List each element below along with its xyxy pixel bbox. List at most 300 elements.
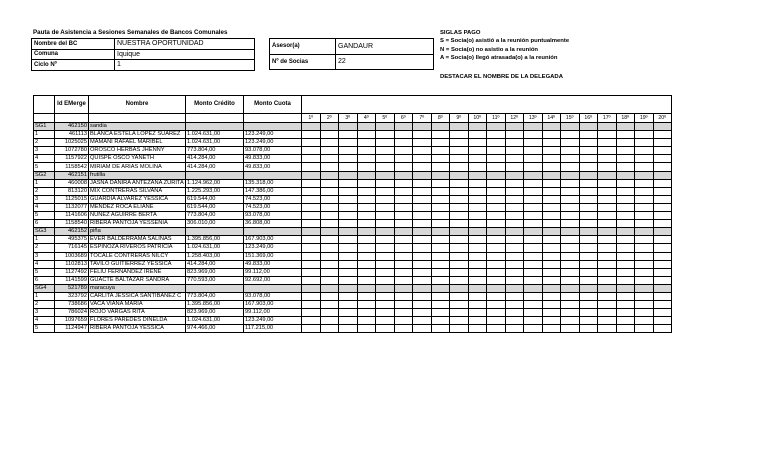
attendance-cell[interactable] xyxy=(505,220,524,228)
attendance-cell[interactable] xyxy=(468,187,487,195)
attendance-cell[interactable] xyxy=(357,268,376,276)
attendance-cell[interactable] xyxy=(394,195,413,203)
attendance-cell[interactable] xyxy=(598,252,617,260)
attendance-cell[interactable] xyxy=(653,301,672,309)
attendance-cell[interactable] xyxy=(653,292,672,300)
attendance-cell[interactable] xyxy=(561,203,580,211)
attendance-cell[interactable] xyxy=(505,252,524,260)
attendance-cell[interactable] xyxy=(487,155,506,163)
attendance-cell[interactable] xyxy=(616,325,635,333)
attendance-cell[interactable] xyxy=(376,147,395,155)
attendance-cell[interactable] xyxy=(542,131,561,139)
attendance-cell[interactable] xyxy=(487,220,506,228)
attendance-cell[interactable] xyxy=(302,309,321,317)
attendance-cell[interactable] xyxy=(302,244,321,252)
attendance-cell[interactable] xyxy=(431,163,450,171)
attendance-cell[interactable] xyxy=(320,252,339,260)
attendance-cell[interactable] xyxy=(561,131,580,139)
attendance-cell[interactable] xyxy=(579,309,598,317)
attendance-cell[interactable] xyxy=(413,155,432,163)
attendance-cell[interactable] xyxy=(302,203,321,211)
attendance-cell[interactable] xyxy=(616,179,635,187)
attendance-cell[interactable] xyxy=(487,276,506,284)
attendance-cell[interactable] xyxy=(653,147,672,155)
attendance-cell[interactable] xyxy=(524,244,543,252)
attendance-cell[interactable] xyxy=(561,252,580,260)
attendance-cell[interactable] xyxy=(579,212,598,220)
attendance-cell[interactable] xyxy=(487,325,506,333)
asesor-value[interactable]: GANDAUR xyxy=(336,39,434,55)
attendance-cell[interactable] xyxy=(635,268,654,276)
attendance-cell[interactable] xyxy=(653,131,672,139)
attendance-cell[interactable] xyxy=(505,276,524,284)
attendance-cell[interactable] xyxy=(505,268,524,276)
attendance-cell[interactable] xyxy=(616,163,635,171)
attendance-cell[interactable] xyxy=(505,236,524,244)
attendance-cell[interactable] xyxy=(413,317,432,325)
attendance-cell[interactable] xyxy=(635,220,654,228)
attendance-cell[interactable] xyxy=(339,236,358,244)
attendance-cell[interactable] xyxy=(598,268,617,276)
attendance-cell[interactable] xyxy=(320,220,339,228)
attendance-cell[interactable] xyxy=(468,301,487,309)
attendance-cell[interactable] xyxy=(579,163,598,171)
attendance-cell[interactable] xyxy=(376,301,395,309)
attendance-cell[interactable] xyxy=(302,252,321,260)
attendance-cell[interactable] xyxy=(339,187,358,195)
attendance-cell[interactable] xyxy=(302,276,321,284)
attendance-cell[interactable] xyxy=(413,147,432,155)
attendance-cell[interactable] xyxy=(542,252,561,260)
attendance-cell[interactable] xyxy=(376,276,395,284)
attendance-cell[interactable] xyxy=(653,212,672,220)
attendance-cell[interactable] xyxy=(579,292,598,300)
attendance-cell[interactable] xyxy=(542,195,561,203)
attendance-cell[interactable] xyxy=(339,212,358,220)
attendance-cell[interactable] xyxy=(598,292,617,300)
attendance-cell[interactable] xyxy=(487,292,506,300)
attendance-cell[interactable] xyxy=(339,244,358,252)
attendance-cell[interactable] xyxy=(413,163,432,171)
attendance-cell[interactable] xyxy=(394,325,413,333)
attendance-cell[interactable] xyxy=(450,179,469,187)
attendance-cell[interactable] xyxy=(487,187,506,195)
attendance-cell[interactable] xyxy=(413,276,432,284)
attendance-cell[interactable] xyxy=(320,147,339,155)
attendance-cell[interactable] xyxy=(542,139,561,147)
attendance-cell[interactable] xyxy=(598,212,617,220)
attendance-cell[interactable] xyxy=(505,309,524,317)
attendance-cell[interactable] xyxy=(450,155,469,163)
attendance-cell[interactable] xyxy=(616,244,635,252)
attendance-cell[interactable] xyxy=(616,131,635,139)
attendance-cell[interactable] xyxy=(542,301,561,309)
attendance-cell[interactable] xyxy=(598,195,617,203)
attendance-cell[interactable] xyxy=(394,220,413,228)
attendance-cell[interactable] xyxy=(450,147,469,155)
attendance-cell[interactable] xyxy=(450,292,469,300)
attendance-cell[interactable] xyxy=(339,163,358,171)
attendance-cell[interactable] xyxy=(468,260,487,268)
attendance-cell[interactable] xyxy=(635,203,654,211)
attendance-cell[interactable] xyxy=(413,252,432,260)
attendance-cell[interactable] xyxy=(431,220,450,228)
attendance-cell[interactable] xyxy=(394,212,413,220)
attendance-cell[interactable] xyxy=(524,276,543,284)
attendance-cell[interactable] xyxy=(561,147,580,155)
attendance-cell[interactable] xyxy=(487,236,506,244)
attendance-cell[interactable] xyxy=(302,195,321,203)
attendance-cell[interactable] xyxy=(616,203,635,211)
attendance-cell[interactable] xyxy=(635,195,654,203)
attendance-cell[interactable] xyxy=(320,260,339,268)
attendance-cell[interactable] xyxy=(376,309,395,317)
attendance-cell[interactable] xyxy=(635,309,654,317)
attendance-cell[interactable] xyxy=(339,220,358,228)
attendance-cell[interactable] xyxy=(579,147,598,155)
attendance-cell[interactable] xyxy=(339,317,358,325)
attendance-cell[interactable] xyxy=(320,139,339,147)
attendance-cell[interactable] xyxy=(579,203,598,211)
attendance-cell[interactable] xyxy=(579,139,598,147)
attendance-cell[interactable] xyxy=(542,212,561,220)
attendance-cell[interactable] xyxy=(320,203,339,211)
attendance-cell[interactable] xyxy=(450,139,469,147)
attendance-cell[interactable] xyxy=(561,179,580,187)
attendance-cell[interactable] xyxy=(302,236,321,244)
attendance-cell[interactable] xyxy=(468,268,487,276)
attendance-cell[interactable] xyxy=(450,260,469,268)
attendance-cell[interactable] xyxy=(616,236,635,244)
attendance-cell[interactable] xyxy=(468,147,487,155)
attendance-cell[interactable] xyxy=(505,292,524,300)
attendance-cell[interactable] xyxy=(339,203,358,211)
attendance-cell[interactable] xyxy=(468,317,487,325)
attendance-cell[interactable] xyxy=(505,195,524,203)
attendance-cell[interactable] xyxy=(468,131,487,139)
attendance-cell[interactable] xyxy=(524,260,543,268)
attendance-cell[interactable] xyxy=(394,276,413,284)
attendance-cell[interactable] xyxy=(413,203,432,211)
attendance-cell[interactable] xyxy=(505,212,524,220)
attendance-cell[interactable] xyxy=(542,220,561,228)
attendance-cell[interactable] xyxy=(653,220,672,228)
attendance-cell[interactable] xyxy=(598,236,617,244)
attendance-cell[interactable] xyxy=(487,139,506,147)
attendance-cell[interactable] xyxy=(302,147,321,155)
attendance-cell[interactable] xyxy=(542,236,561,244)
attendance-cell[interactable] xyxy=(431,309,450,317)
attendance-cell[interactable] xyxy=(431,187,450,195)
attendance-cell[interactable] xyxy=(487,317,506,325)
attendance-cell[interactable] xyxy=(376,317,395,325)
attendance-cell[interactable] xyxy=(468,195,487,203)
attendance-cell[interactable] xyxy=(302,292,321,300)
attendance-cell[interactable] xyxy=(413,260,432,268)
attendance-cell[interactable] xyxy=(542,276,561,284)
attendance-cell[interactable] xyxy=(339,195,358,203)
attendance-cell[interactable] xyxy=(579,325,598,333)
attendance-cell[interactable] xyxy=(505,317,524,325)
attendance-cell[interactable] xyxy=(394,301,413,309)
attendance-cell[interactable] xyxy=(376,139,395,147)
attendance-cell[interactable] xyxy=(524,317,543,325)
attendance-cell[interactable] xyxy=(302,325,321,333)
attendance-cell[interactable] xyxy=(598,244,617,252)
attendance-cell[interactable] xyxy=(561,301,580,309)
attendance-cell[interactable] xyxy=(394,187,413,195)
attendance-cell[interactable] xyxy=(505,203,524,211)
attendance-cell[interactable] xyxy=(450,252,469,260)
attendance-cell[interactable] xyxy=(542,309,561,317)
attendance-cell[interactable] xyxy=(394,147,413,155)
attendance-cell[interactable] xyxy=(487,163,506,171)
attendance-cell[interactable] xyxy=(394,131,413,139)
attendance-cell[interactable] xyxy=(394,155,413,163)
attendance-cell[interactable] xyxy=(450,244,469,252)
attendance-cell[interactable] xyxy=(561,187,580,195)
attendance-cell[interactable] xyxy=(302,179,321,187)
attendance-cell[interactable] xyxy=(450,220,469,228)
attendance-cell[interactable] xyxy=(413,195,432,203)
attendance-cell[interactable] xyxy=(413,220,432,228)
attendance-cell[interactable] xyxy=(468,292,487,300)
attendance-cell[interactable] xyxy=(653,203,672,211)
attendance-cell[interactable] xyxy=(616,252,635,260)
attendance-cell[interactable] xyxy=(598,147,617,155)
attendance-cell[interactable] xyxy=(450,203,469,211)
attendance-cell[interactable] xyxy=(561,276,580,284)
attendance-cell[interactable] xyxy=(542,203,561,211)
attendance-cell[interactable] xyxy=(579,220,598,228)
attendance-cell[interactable] xyxy=(450,317,469,325)
attendance-cell[interactable] xyxy=(598,220,617,228)
attendance-cell[interactable] xyxy=(320,268,339,276)
n-socias-value[interactable]: 22 xyxy=(336,54,434,70)
attendance-cell[interactable] xyxy=(542,292,561,300)
attendance-cell[interactable] xyxy=(598,179,617,187)
attendance-cell[interactable] xyxy=(302,317,321,325)
attendance-cell[interactable] xyxy=(376,244,395,252)
attendance-cell[interactable] xyxy=(635,301,654,309)
attendance-cell[interactable] xyxy=(413,325,432,333)
attendance-cell[interactable] xyxy=(394,244,413,252)
attendance-cell[interactable] xyxy=(302,131,321,139)
attendance-cell[interactable] xyxy=(616,292,635,300)
attendance-cell[interactable] xyxy=(505,244,524,252)
attendance-cell[interactable] xyxy=(524,301,543,309)
attendance-cell[interactable] xyxy=(542,244,561,252)
attendance-cell[interactable] xyxy=(524,139,543,147)
attendance-cell[interactable] xyxy=(320,325,339,333)
attendance-cell[interactable] xyxy=(320,292,339,300)
attendance-cell[interactable] xyxy=(616,220,635,228)
attendance-cell[interactable] xyxy=(635,187,654,195)
attendance-cell[interactable] xyxy=(616,187,635,195)
attendance-cell[interactable] xyxy=(524,179,543,187)
attendance-cell[interactable] xyxy=(505,147,524,155)
attendance-cell[interactable] xyxy=(357,317,376,325)
attendance-cell[interactable] xyxy=(635,260,654,268)
attendance-cell[interactable] xyxy=(616,268,635,276)
attendance-cell[interactable] xyxy=(431,195,450,203)
attendance-cell[interactable] xyxy=(598,163,617,171)
attendance-cell[interactable] xyxy=(320,155,339,163)
attendance-cell[interactable] xyxy=(653,236,672,244)
attendance-cell[interactable] xyxy=(413,131,432,139)
attendance-cell[interactable] xyxy=(524,309,543,317)
attendance-cell[interactable] xyxy=(450,236,469,244)
attendance-cell[interactable] xyxy=(635,244,654,252)
attendance-cell[interactable] xyxy=(468,252,487,260)
attendance-cell[interactable] xyxy=(616,195,635,203)
attendance-cell[interactable] xyxy=(431,131,450,139)
attendance-cell[interactable] xyxy=(431,139,450,147)
attendance-cell[interactable] xyxy=(302,220,321,228)
attendance-cell[interactable] xyxy=(339,292,358,300)
attendance-cell[interactable] xyxy=(468,244,487,252)
attendance-cell[interactable] xyxy=(505,301,524,309)
attendance-cell[interactable] xyxy=(413,187,432,195)
attendance-cell[interactable] xyxy=(524,325,543,333)
attendance-cell[interactable] xyxy=(598,187,617,195)
attendance-cell[interactable] xyxy=(635,276,654,284)
attendance-cell[interactable] xyxy=(653,260,672,268)
attendance-cell[interactable] xyxy=(450,301,469,309)
attendance-cell[interactable] xyxy=(320,195,339,203)
attendance-cell[interactable] xyxy=(468,155,487,163)
attendance-cell[interactable] xyxy=(394,203,413,211)
attendance-cell[interactable] xyxy=(339,179,358,187)
attendance-cell[interactable] xyxy=(653,187,672,195)
attendance-cell[interactable] xyxy=(561,244,580,252)
attendance-cell[interactable] xyxy=(468,276,487,284)
attendance-cell[interactable] xyxy=(394,163,413,171)
attendance-cell[interactable] xyxy=(579,244,598,252)
attendance-cell[interactable] xyxy=(635,212,654,220)
attendance-cell[interactable] xyxy=(431,325,450,333)
attendance-cell[interactable] xyxy=(320,163,339,171)
attendance-cell[interactable] xyxy=(635,317,654,325)
attendance-cell[interactable] xyxy=(376,260,395,268)
attendance-cell[interactable] xyxy=(376,220,395,228)
attendance-cell[interactable] xyxy=(653,276,672,284)
attendance-cell[interactable] xyxy=(524,155,543,163)
attendance-cell[interactable] xyxy=(487,195,506,203)
attendance-cell[interactable] xyxy=(635,139,654,147)
attendance-cell[interactable] xyxy=(413,268,432,276)
attendance-cell[interactable] xyxy=(487,260,506,268)
attendance-cell[interactable] xyxy=(579,317,598,325)
attendance-cell[interactable] xyxy=(320,131,339,139)
attendance-cell[interactable] xyxy=(431,244,450,252)
attendance-cell[interactable] xyxy=(524,187,543,195)
attendance-cell[interactable] xyxy=(635,325,654,333)
attendance-cell[interactable] xyxy=(320,317,339,325)
attendance-cell[interactable] xyxy=(320,244,339,252)
attendance-cell[interactable] xyxy=(487,131,506,139)
attendance-cell[interactable] xyxy=(413,244,432,252)
attendance-cell[interactable] xyxy=(653,317,672,325)
attendance-cell[interactable] xyxy=(431,301,450,309)
attendance-cell[interactable] xyxy=(302,139,321,147)
attendance-cell[interactable] xyxy=(413,139,432,147)
attendance-cell[interactable] xyxy=(487,179,506,187)
attendance-cell[interactable] xyxy=(468,212,487,220)
attendance-cell[interactable] xyxy=(468,179,487,187)
attendance-cell[interactable] xyxy=(302,260,321,268)
attendance-cell[interactable] xyxy=(376,163,395,171)
attendance-cell[interactable] xyxy=(431,203,450,211)
attendance-cell[interactable] xyxy=(616,317,635,325)
attendance-cell[interactable] xyxy=(450,131,469,139)
attendance-cell[interactable] xyxy=(653,325,672,333)
attendance-cell[interactable] xyxy=(339,260,358,268)
attendance-cell[interactable] xyxy=(561,260,580,268)
attendance-cell[interactable] xyxy=(431,212,450,220)
attendance-cell[interactable] xyxy=(635,292,654,300)
attendance-cell[interactable] xyxy=(357,252,376,260)
attendance-cell[interactable] xyxy=(413,179,432,187)
attendance-cell[interactable] xyxy=(376,236,395,244)
nombre-bc-value[interactable]: NUESTRA OPORTUNIDAD xyxy=(115,39,255,50)
attendance-cell[interactable] xyxy=(450,163,469,171)
attendance-cell[interactable] xyxy=(598,317,617,325)
attendance-cell[interactable] xyxy=(598,155,617,163)
attendance-cell[interactable] xyxy=(616,139,635,147)
attendance-cell[interactable] xyxy=(431,252,450,260)
attendance-cell[interactable] xyxy=(616,155,635,163)
attendance-cell[interactable] xyxy=(413,292,432,300)
attendance-cell[interactable] xyxy=(542,260,561,268)
attendance-cell[interactable] xyxy=(524,252,543,260)
attendance-cell[interactable] xyxy=(394,309,413,317)
attendance-cell[interactable] xyxy=(450,212,469,220)
attendance-cell[interactable] xyxy=(598,301,617,309)
attendance-cell[interactable] xyxy=(542,187,561,195)
attendance-cell[interactable] xyxy=(487,268,506,276)
attendance-cell[interactable] xyxy=(505,260,524,268)
attendance-cell[interactable] xyxy=(339,325,358,333)
attendance-cell[interactable] xyxy=(320,212,339,220)
attendance-cell[interactable] xyxy=(579,260,598,268)
attendance-cell[interactable] xyxy=(579,155,598,163)
attendance-cell[interactable] xyxy=(579,268,598,276)
attendance-cell[interactable] xyxy=(302,212,321,220)
attendance-cell[interactable] xyxy=(579,131,598,139)
attendance-cell[interactable] xyxy=(579,187,598,195)
attendance-cell[interactable] xyxy=(616,301,635,309)
attendance-cell[interactable] xyxy=(653,179,672,187)
attendance-cell[interactable] xyxy=(357,236,376,244)
attendance-cell[interactable] xyxy=(487,147,506,155)
attendance-cell[interactable] xyxy=(450,276,469,284)
attendance-cell[interactable] xyxy=(357,260,376,268)
attendance-cell[interactable] xyxy=(376,203,395,211)
attendance-cell[interactable] xyxy=(635,252,654,260)
attendance-cell[interactable] xyxy=(431,260,450,268)
attendance-cell[interactable] xyxy=(357,244,376,252)
attendance-cell[interactable] xyxy=(635,163,654,171)
attendance-cell[interactable] xyxy=(339,131,358,139)
attendance-cell[interactable] xyxy=(505,139,524,147)
attendance-cell[interactable] xyxy=(524,147,543,155)
attendance-cell[interactable] xyxy=(339,155,358,163)
attendance-cell[interactable] xyxy=(524,220,543,228)
attendance-cell[interactable] xyxy=(487,309,506,317)
attendance-cell[interactable] xyxy=(339,301,358,309)
attendance-cell[interactable] xyxy=(542,325,561,333)
